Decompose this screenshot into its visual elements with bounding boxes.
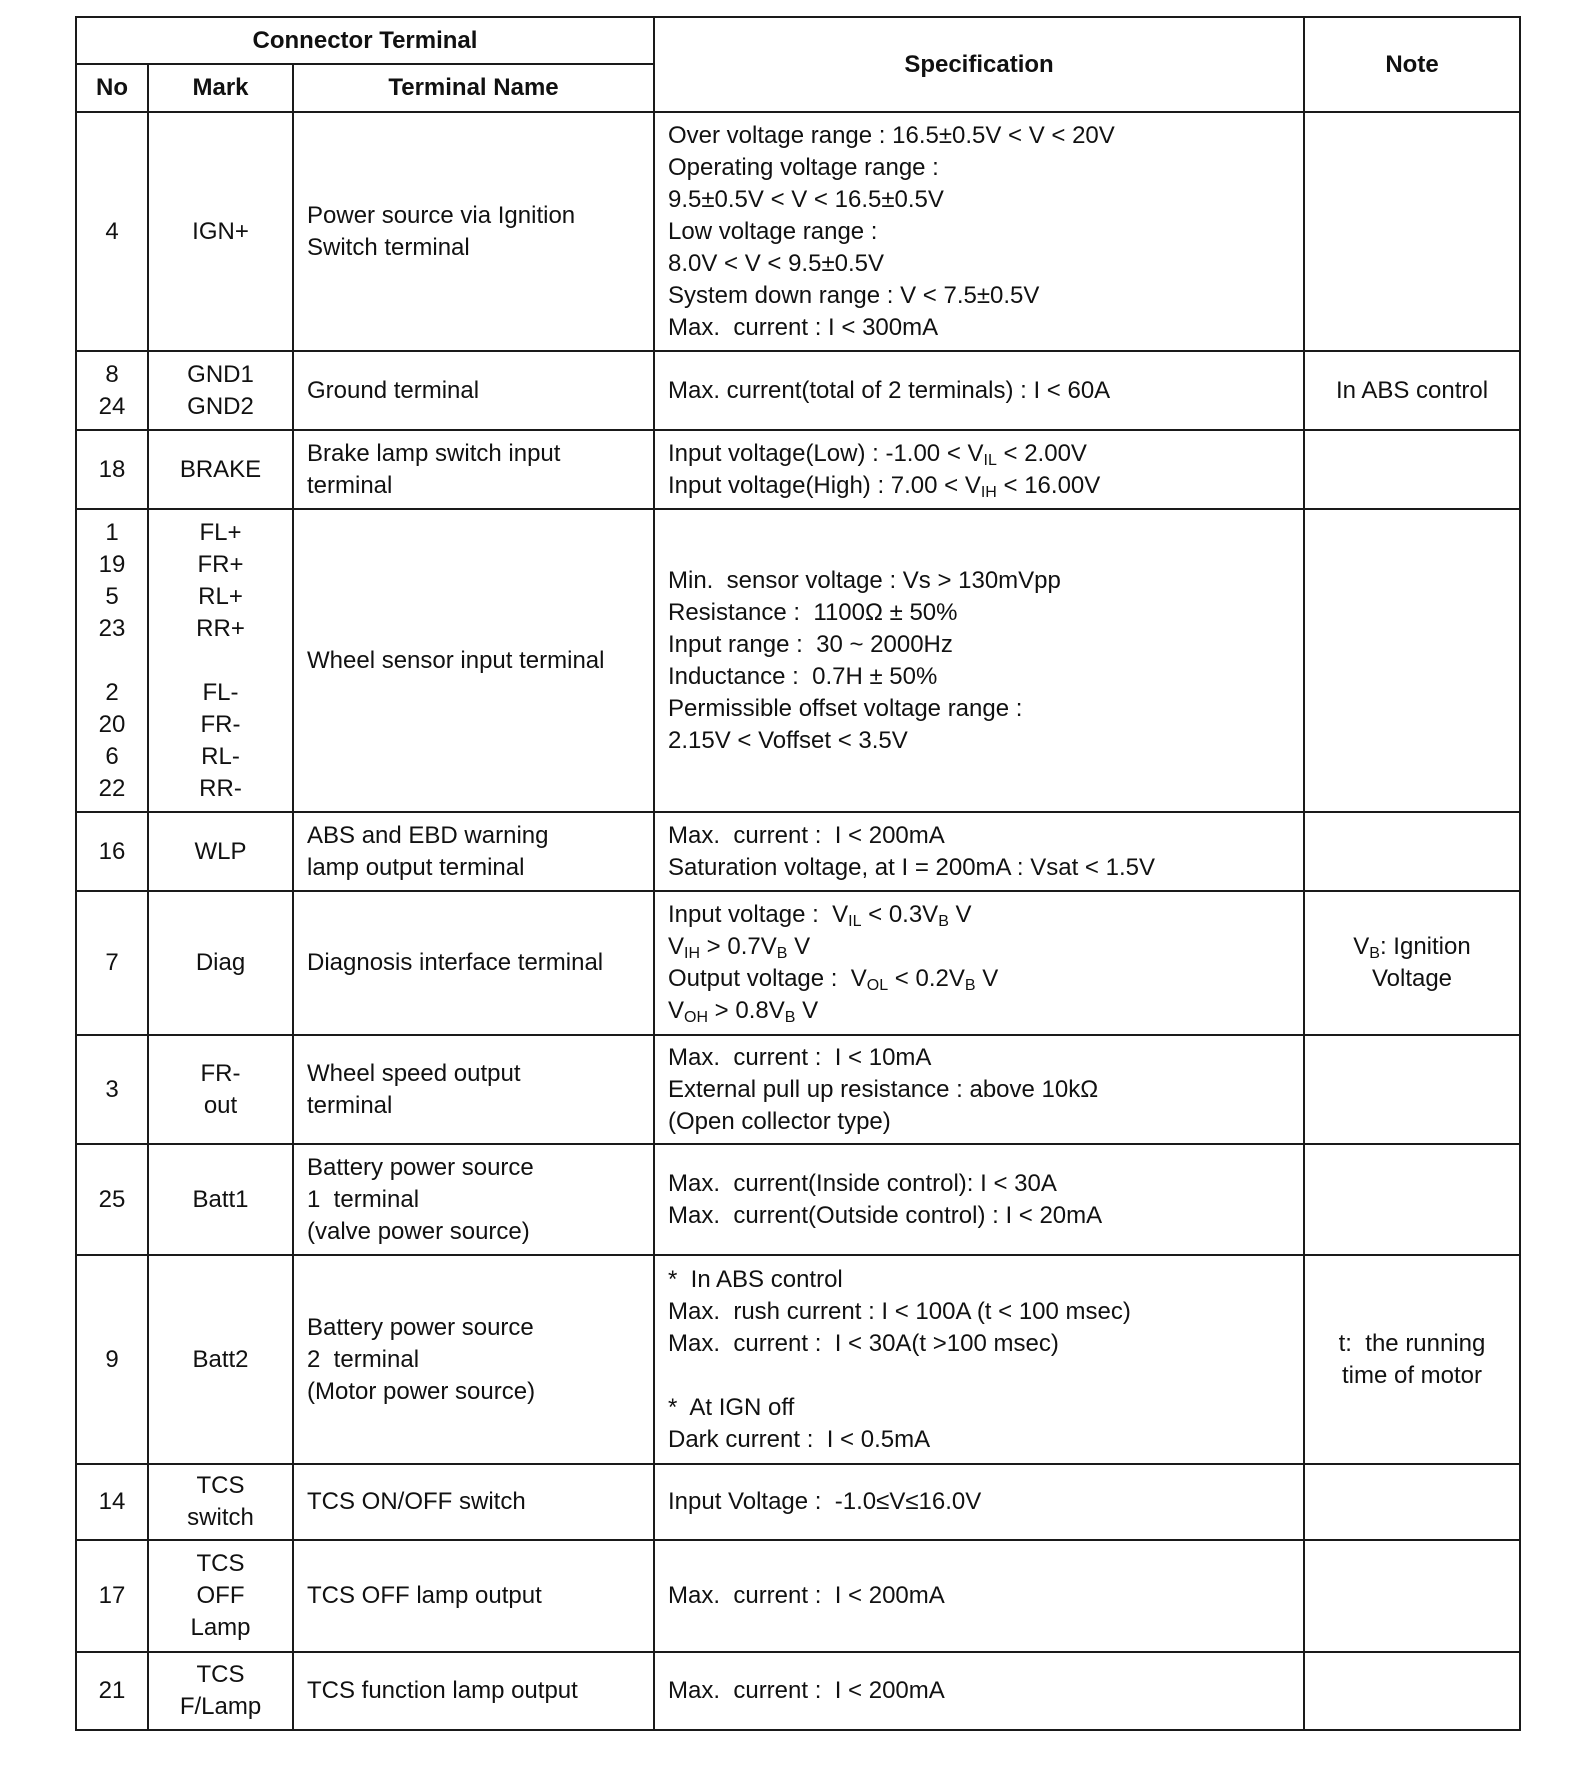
specification-line [668,1328,1303,1360]
terminal-no [76,1540,148,1652]
note [1304,812,1520,891]
terminal-no [76,1035,148,1144]
terminal-mark-line: WLP [194,837,247,865]
terminal-mark-line: Diag [195,949,246,976]
terminal-mark [148,812,293,891]
terminal-mark [148,1144,293,1255]
terminal-no-line: 18 [98,455,126,483]
note [1304,1652,1520,1730]
specification-line [668,629,1303,661]
terminal-no [76,112,148,351]
text: Max. rush current : I < 100A (t < 100 msec) [668,1297,1131,1325]
terminal-name [293,1652,654,1730]
terminal-no-line: 16 [98,837,126,865]
subscript: OL [866,977,889,994]
terminal-no [76,351,148,430]
table-row [76,1035,1520,1144]
terminal-mark-line: FL+ [199,518,242,546]
terminal-mark-line: RL+ [198,582,243,610]
terminal-name-line: TCS ON/OFF switch [307,1488,526,1515]
terminal-no-line: 22 [98,774,126,802]
terminal-mark-line: OFF [196,1582,245,1609]
terminal-mark-line: Lamp [190,1614,251,1641]
header-mark: Mark [148,64,293,112]
terminal-name [293,1255,654,1464]
text: V [1353,933,1370,960]
text: Permissible offset voltage range : [668,694,1023,722]
text: * At IGN off [668,1393,795,1421]
specification-line [668,120,1303,152]
terminal-no [76,1464,148,1540]
terminal-mark-line: switch [187,1504,254,1531]
text: > 0.8V [708,997,785,1024]
specification-line [668,1392,1303,1424]
specification-line [668,312,1303,344]
text: Min. sensor voltage : Vs > 130mVpp [668,566,1061,594]
specification-line [668,852,1303,884]
terminal-mark-line: Batt2 [192,1345,249,1373]
note [1304,1035,1520,1144]
specification-line [668,899,1303,931]
specification-line [668,820,1303,852]
terminal-mark-line: Batt1 [192,1185,249,1213]
text: t: the running [1338,1329,1486,1357]
specification [654,1464,1304,1540]
terminal-mark-line: IGN+ [192,217,249,245]
subscript: IH [980,483,997,501]
terminal-name-line: TCS OFF lamp output [307,1582,542,1609]
terminal-mark-line: FL- [202,678,239,706]
text: Output voltage : V [668,965,867,992]
terminal-no-line: 14 [98,1488,126,1515]
table-row [76,509,1520,812]
terminal-mark-line: RR- [199,774,242,802]
terminal-name-line: Wheel speed output [307,1059,521,1087]
terminal-mark-line: F/Lamp [179,1693,262,1720]
specification [654,1652,1304,1730]
header-specification: Specification [654,17,1304,112]
terminal-no-line: 5 [105,582,119,610]
specification [654,1255,1304,1464]
text: < 16.00V [996,471,1101,499]
specification-line [668,1042,1303,1074]
terminal-name [293,891,654,1035]
text: time of motor [1341,1361,1483,1389]
table-row [76,1255,1520,1464]
text: Max. current : I < 300mA [668,313,939,341]
note-line [1305,375,1519,407]
terminal-name-line: terminal [307,471,393,499]
table-row [76,1464,1520,1540]
terminal-no [76,430,148,509]
header-connector-terminal: Connector Terminal [76,17,654,64]
table-row [76,1540,1520,1652]
text: Low voltage range : [668,217,878,245]
terminal-mark-line: GND1 [187,360,254,388]
specification-line [668,280,1303,312]
terminal-no-line: 3 [105,1075,119,1103]
text: < 2.00V [996,439,1087,467]
note-line [1305,931,1519,963]
note [1304,351,1520,430]
text: V [795,997,819,1024]
specification-line [668,1580,1303,1612]
terminal-name-line: (Motor power source) [307,1377,536,1405]
terminal-mark [148,509,293,812]
terminal-name-line: TCS function lamp output [307,1677,578,1704]
text: Input Voltage : -1.0≤V≤16.0V [668,1488,982,1515]
terminal-no-line: 4 [105,217,119,245]
terminal-mark-line: out [203,1091,238,1119]
table-row [76,1144,1520,1255]
subscript: B [938,913,949,930]
text: Input voltage(High) : 7.00 < V [668,471,981,499]
terminal-name [293,1464,654,1540]
text: V [787,933,811,960]
text: Max. current : I < 200mA [668,821,945,849]
text: 2.15V < Voffset < 3.5V [668,726,908,754]
subscript: IL [983,451,997,469]
specification-line [668,216,1303,248]
specification-line [668,931,1303,963]
text: System down range : V < 7.5±0.5V [668,281,1040,309]
terminal-mark [148,1464,293,1540]
specification [654,1540,1304,1652]
terminal-mark-line [149,645,292,677]
terminal-name [293,812,654,891]
terminal-name-line: lamp output terminal [307,853,525,881]
text: Input voltage(Low) : -1.00 < V [668,439,984,467]
text: * In ABS control [668,1265,843,1293]
terminal-mark-line: GND2 [187,392,254,420]
specification-line [668,693,1303,725]
text: V [668,997,685,1024]
terminal-name-line: Power source via Ignition [307,201,576,229]
text: V [948,901,972,928]
terminal-name [293,1144,654,1255]
text: Max. current : I < 30A(t >100 msec) [668,1329,1059,1357]
note [1304,1144,1520,1255]
specification-line [668,1360,1303,1392]
terminal-name-line: (valve power source) [307,1217,530,1245]
terminal-no-line: 19 [98,550,126,578]
terminal-name [293,1540,654,1652]
terminal-no [76,891,148,1035]
subscript: OH [684,1009,709,1026]
terminal-no-line: 2 [105,678,119,706]
terminal-no-line: 6 [105,742,119,770]
terminal-no [76,812,148,891]
text: Max. current(total of 2 terminals) : I < 60A [668,376,1111,404]
specification-line [668,1675,1303,1707]
terminal-no [76,1652,148,1730]
terminal-mark-line: TCS [196,1550,245,1577]
specification-line [668,1264,1303,1296]
terminal-no [76,1144,148,1255]
terminal-mark [148,891,293,1035]
text: Over voltage range : 16.5±0.5V < V < 20V [668,121,1115,149]
text [668,1362,675,1389]
terminal-name [293,509,654,812]
terminal-name-line: Wheel sensor input terminal [307,646,605,674]
terminal-name-line: Ground terminal [307,376,480,404]
note [1304,1464,1520,1540]
specification-line [668,565,1303,597]
terminal-no-line: 20 [98,710,126,738]
specification [654,509,1304,812]
terminal-no-line: 1 [105,518,119,546]
subscript: IL [848,913,862,930]
text: < 0.3V [861,901,939,928]
text: Resistance : 1100Ω ± 50% [668,598,958,626]
terminal-mark-line: RL- [201,742,240,770]
terminal-name [293,112,654,351]
table-row [76,812,1520,891]
text: Saturation voltage, at I = 200mA : Vsat < 1.5V [668,853,1155,881]
table-row [76,351,1520,430]
terminal-mark [148,112,293,351]
terminal-mark-line: RR+ [196,614,245,642]
specification-line [668,725,1303,757]
text: Max. current : I < 10mA [668,1043,932,1071]
specification-line [668,1106,1303,1138]
specification-line [668,597,1303,629]
text: < 0.2V [888,965,965,992]
text: : Ignition [1379,933,1471,960]
specification-line [668,1168,1303,1200]
text: V [668,933,685,960]
terminal-name-line: ABS and EBD warning [307,821,549,849]
specification [654,891,1304,1035]
terminal-mark [148,1652,293,1730]
terminal-no-line [77,645,147,677]
text: 8.0V < V < 9.5±0.5V [668,249,884,277]
header-no: No [76,64,148,112]
specification [654,430,1304,509]
terminal-mark [148,1035,293,1144]
terminal-no-line: 9 [105,1345,119,1373]
specification [654,351,1304,430]
note [1304,509,1520,812]
terminal-no [76,509,148,812]
text: Input voltage : V [668,901,849,928]
terminal-name [293,1035,654,1144]
text: In ABS control [1335,376,1489,404]
specification-line [668,438,1303,470]
terminal-name-line: Diagnosis interface terminal [307,949,604,976]
specification [654,812,1304,891]
terminal-mark-line: FR- [200,710,241,738]
specification-line [668,470,1303,502]
terminal-no-line: 23 [98,614,126,642]
subscript: B [964,977,976,994]
text: > 0.7V [700,933,777,960]
terminal-no-line: 17 [98,1582,126,1609]
text: Max. current : I < 200mA [668,1677,945,1704]
specification-line [668,1424,1303,1456]
text: Max. current(Inside control): I < 30A [668,1169,1057,1197]
terminal-mark-line: FR+ [197,550,244,578]
text: (Open collector type) [668,1107,891,1135]
terminal-no [76,1255,148,1464]
text: Max. current(Outside control) : I < 20mA [668,1201,1103,1229]
specification-line [668,1486,1303,1518]
subscript: B [1369,945,1380,962]
header-terminal-name: Terminal Name [293,64,654,112]
table-row [76,891,1520,1035]
terminal-mark [148,1540,293,1652]
terminal-name-line: 1 terminal [307,1185,420,1213]
terminal-name-line: Brake lamp switch input [307,439,561,467]
specification [654,1144,1304,1255]
text: Input range : 30 ~ 2000Hz [668,630,953,658]
text: Voltage [1371,965,1453,992]
terminal-no-line: 24 [98,392,126,420]
specification-line [668,1074,1303,1106]
specification-line [668,995,1303,1027]
text: Operating voltage range : [668,153,939,181]
note [1304,1540,1520,1652]
specification-line [668,1296,1303,1328]
note-line [1305,1360,1519,1392]
terminal-name-line: Battery power source [307,1313,534,1341]
text: Max. current : I < 200mA [668,1582,945,1609]
note [1304,112,1520,351]
terminal-no-line: 7 [105,949,119,976]
specification-line [668,1200,1303,1232]
subscript: B [784,1009,796,1026]
table-row [76,112,1520,351]
specification-line [668,184,1303,216]
specification [654,1035,1304,1144]
specification-line [668,152,1303,184]
terminal-mark-line: BRAKE [179,455,262,483]
terminal-no-line: 25 [98,1185,126,1213]
specification [654,112,1304,351]
specification-line [668,375,1303,407]
subscript: B [776,945,788,962]
note [1304,430,1520,509]
table-row [76,1652,1520,1730]
note-line [1305,963,1519,995]
subscript: IH [684,945,701,962]
terminal-name-line: 2 terminal [307,1345,420,1373]
terminal-name [293,351,654,430]
terminal-mark [148,430,293,509]
terminal-name-line: Switch terminal [307,233,470,261]
terminal-mark-line: TCS [196,1472,245,1499]
text: V [975,965,999,992]
text: Dark current : I < 0.5mA [668,1425,931,1453]
terminal-mark-line: FR- [200,1059,241,1087]
terminal-name-line: terminal [307,1091,393,1119]
terminal-name-line: Battery power source [307,1153,534,1181]
terminal-mark [148,1255,293,1464]
table-row [76,430,1520,509]
terminal-no-line: 8 [105,360,119,388]
text: 9.5±0.5V < V < 16.5±0.5V [668,185,944,213]
connector-terminal-table [75,16,1521,1731]
note-line [1305,1328,1519,1360]
note [1304,891,1520,1035]
terminal-mark [148,351,293,430]
specification-line [668,661,1303,693]
terminal-no-line: 21 [98,1677,126,1704]
header-note: Note [1304,17,1520,112]
terminal-name [293,430,654,509]
terminal-mark-line: TCS [196,1661,245,1688]
specification-line [668,248,1303,280]
note [1304,1255,1520,1464]
text: Inductance : 0.7H ± 50% [668,662,938,690]
specification-line [668,963,1303,995]
text: External pull up resistance : above 10kΩ [668,1075,1099,1103]
